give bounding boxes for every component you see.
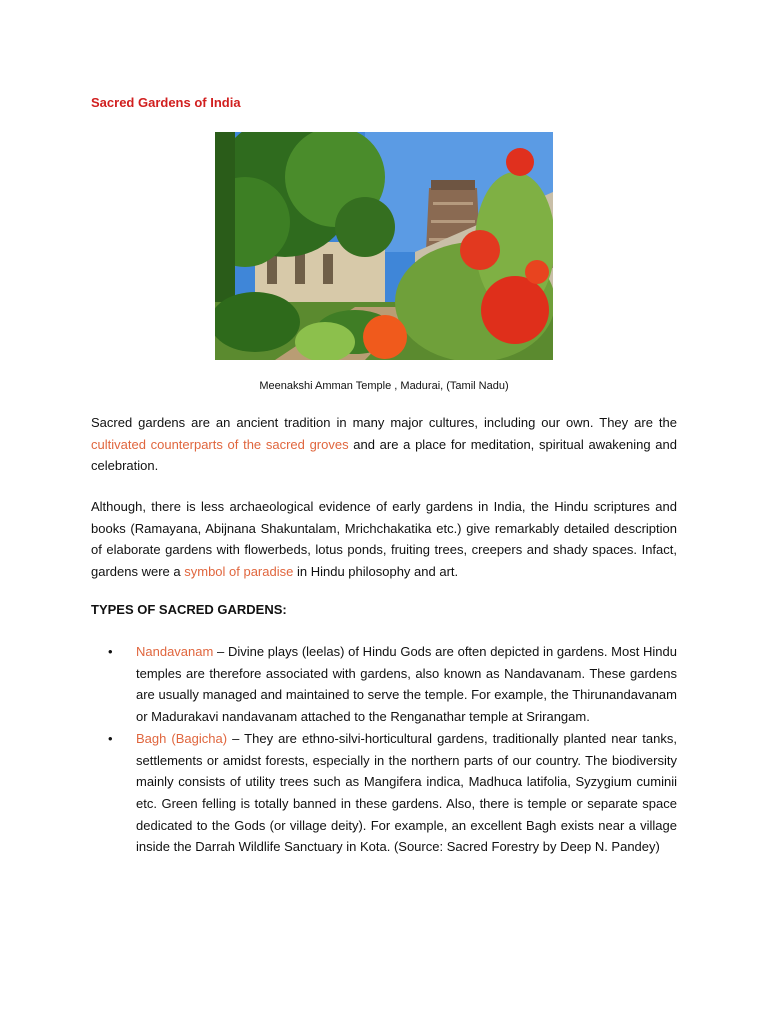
image-caption: Meenakshi Amman Temple , Madurai, (Tamil Nadu) (259, 380, 509, 392)
bagh-description: – They are ethno-silvi-horticultural gardens, traditionally planted near tanks, settlements or amidst forests, especially in the northern parts of our country. The biodiversity mainly consists of utility trees such as Mangifera indica, Madhuca latifolia, Syzygium cuminii etc. Green felling is totally banned in these gardens. Also, there is temple or separate space dedicated to the Gods (or village deity). For example, an excellent Bagh exists near a village inside the Darrah Wildlife Sanctuary in Kota. (Source: Sacred Forestry by Deep N. Pandey) (136, 730, 677, 855)
symbol-of-paradise-link[interactable]: symbol of paradise (184, 564, 294, 580)
bagh-link[interactable]: Bagh (Bagicha) (136, 730, 228, 746)
nandavanam-description: – Divine plays (leelas) of Hindu Gods are often depicted in gardens. Most Hindu temples are therefore associated with gardens, also known as Nandavanam. These gardens are usually managed and maintained to serve the temple. For example, the Thirunandavanam or Madurakavi nandavanam attached to the Renganathar temple at Srirangam. (136, 644, 677, 725)
intro-paragraph (91, 412, 677, 477)
sacred-groves-link[interactable]: cultivated counterparts of the sacred groves (91, 436, 349, 452)
bullet-icon: • (108, 730, 113, 746)
types-heading: TYPES OF SACRED GARDENS: (91, 602, 287, 617)
bullet-icon: • (108, 644, 113, 659)
temple-garden-photo (215, 132, 553, 360)
nandavanam-link[interactable]: Nandavanam (136, 644, 214, 659)
list-item (108, 641, 677, 728)
history-text-end: in Hindu philosophy and art. (293, 564, 459, 580)
page-title: Sacred Gardens of India (91, 95, 241, 110)
garden-types-list (108, 641, 677, 858)
history-text-start: Although, there is less archaeological evidence of early gardens in India, the Hindu scriptures and books (Ramayana, Abijnana Shakuntalam, Mrichchakatika etc.) give remarkably detailed description of elaborate gardens with flowerbeds, lotus ponds, fruiting trees, creepers and shady spaces. Infact, gardens were a (91, 499, 677, 580)
history-paragraph (91, 496, 677, 583)
list-item (108, 728, 677, 858)
intro-text-end: and are a place for meditation, spiritual awakening and celebration. (91, 436, 677, 474)
intro-text-start: Sacred gardens are an ancient tradition in many major cultures, including our own. They are the (91, 415, 677, 430)
